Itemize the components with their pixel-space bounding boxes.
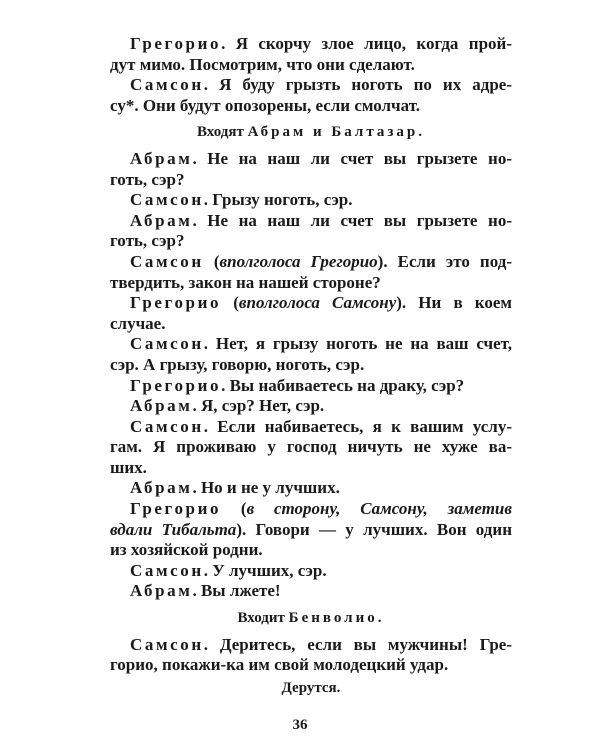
text-line	[110, 273, 512, 294]
italic-remark: вдали Тибальта	[110, 519, 237, 539]
text-line	[110, 314, 512, 335]
speaker-name: Самсон	[130, 251, 204, 271]
speaker-name: Самсон	[130, 416, 204, 436]
speaker-name: Грегорио	[130, 34, 222, 53]
text-line	[110, 334, 512, 355]
line-text: горио, покажи-ка им свой молодецкий удар.	[110, 655, 449, 675]
line-text: твердить, закон на нашей стороне?	[110, 272, 381, 292]
line-text: (	[221, 499, 247, 519]
line-text: готь, сэр?	[110, 169, 185, 189]
line-text: . Не на наш ли счет вы грызете но-	[192, 210, 512, 230]
line-text: ших.	[110, 457, 147, 477]
text-line	[110, 149, 512, 170]
line-text: . Вы набиваетесь на драку, сэр?	[221, 375, 465, 395]
text-line	[110, 478, 512, 499]
stage-direction	[110, 122, 512, 143]
speaker-name: Абрам	[130, 210, 193, 230]
line-text: . У лучших, сэр.	[203, 560, 327, 580]
speaker-name: Бенволио.	[288, 610, 385, 627]
line-text: . Я скорчу злое лицо, когда прой-	[221, 34, 512, 53]
text-line	[110, 635, 512, 656]
line-text: . Но и не у лучших.	[192, 478, 340, 498]
speaker-name: Самсон	[130, 190, 204, 210]
text-line	[110, 211, 512, 232]
speaker-name: Самсон	[130, 334, 204, 354]
text-line	[110, 540, 512, 561]
line-text: Входит	[237, 610, 289, 627]
line-text: ). Говори — у лучших. Вон один	[236, 519, 512, 539]
text-line	[110, 499, 512, 520]
line-text: . Если набиваетесь, я к вашим услу-	[203, 416, 512, 436]
text-line	[110, 75, 512, 96]
line-text: Входят	[196, 124, 248, 141]
line-text: . Грызу ноготь, сэр.	[203, 190, 353, 210]
speaker-name: Абрам	[130, 581, 193, 601]
line-text: . Вы лжете!	[192, 581, 281, 601]
text-line	[110, 437, 512, 458]
speaker-name: Самсон	[130, 75, 204, 95]
text-line	[110, 396, 512, 417]
text-line	[110, 252, 512, 273]
line-text: сэр. А грызу, говорю, ноготь, сэр.	[110, 354, 365, 374]
speaker-name: Грегорио	[130, 499, 222, 519]
line-text: ). Если это под-	[377, 251, 512, 271]
line-text: . Я буду грызть ноготь по их адре-	[203, 75, 512, 95]
speaker-name: Грегорио	[130, 375, 222, 395]
line-text: . Деритесь, если вы мужчины! Гре-	[203, 634, 512, 654]
line-text: из хозяйской родни.	[110, 540, 263, 560]
text-line	[110, 170, 512, 191]
text-line	[110, 520, 512, 541]
line-text: гам. Я проживаю у господ ничуть не хуже ва-	[110, 437, 512, 457]
italic-remark: вполголоса Самсону	[238, 293, 397, 313]
text-line	[110, 293, 512, 314]
line-text: (	[203, 251, 220, 271]
speaker-name: Грегорио	[130, 293, 222, 313]
text-line	[110, 458, 512, 479]
text-line	[110, 355, 512, 376]
text-line	[110, 376, 512, 397]
speaker-name: Абрам	[130, 478, 193, 498]
line-text: дут мимо. Посмотрим, что они сделают.	[110, 54, 415, 74]
book-page-text	[110, 34, 512, 704]
speaker-name: Абрам	[130, 396, 193, 416]
italic-remark: в сторону, Самсону, заметив	[246, 499, 512, 519]
line-text: . Я, сэр? Нет, сэр.	[192, 396, 325, 416]
stage-direction	[110, 608, 512, 629]
italic-remark: вполголоса Грегорио	[219, 251, 378, 271]
line-text: Дерутся.	[281, 679, 341, 696]
text-line	[110, 190, 512, 211]
line-text: готь, сэр?	[110, 231, 185, 251]
line-text: . Не на наш ли счет вы грызете но-	[192, 148, 512, 168]
text-line	[110, 34, 512, 55]
text-line	[110, 55, 512, 76]
line-text: су*. Они будут опозорены, если смолчат.	[110, 95, 421, 115]
text-line	[110, 417, 512, 438]
line-text: случае.	[110, 313, 166, 333]
text-line	[110, 231, 512, 252]
speaker-name: Самсон	[130, 634, 204, 654]
line-text: (	[221, 293, 239, 313]
line-text: ). Ни в коем	[396, 293, 512, 313]
speaker-name: Самсон	[130, 560, 204, 580]
page-number: 36	[292, 717, 308, 733]
speaker-name: Абрам и Балтазар.	[247, 124, 426, 141]
text-line	[110, 581, 512, 602]
speaker-name: Абрам	[130, 148, 193, 168]
text-line	[110, 96, 512, 117]
stage-direction	[110, 678, 512, 699]
line-text: . Нет, я грызу ноготь не на ваш счет,	[203, 334, 512, 354]
text-line	[110, 655, 512, 676]
text-line	[110, 561, 512, 582]
